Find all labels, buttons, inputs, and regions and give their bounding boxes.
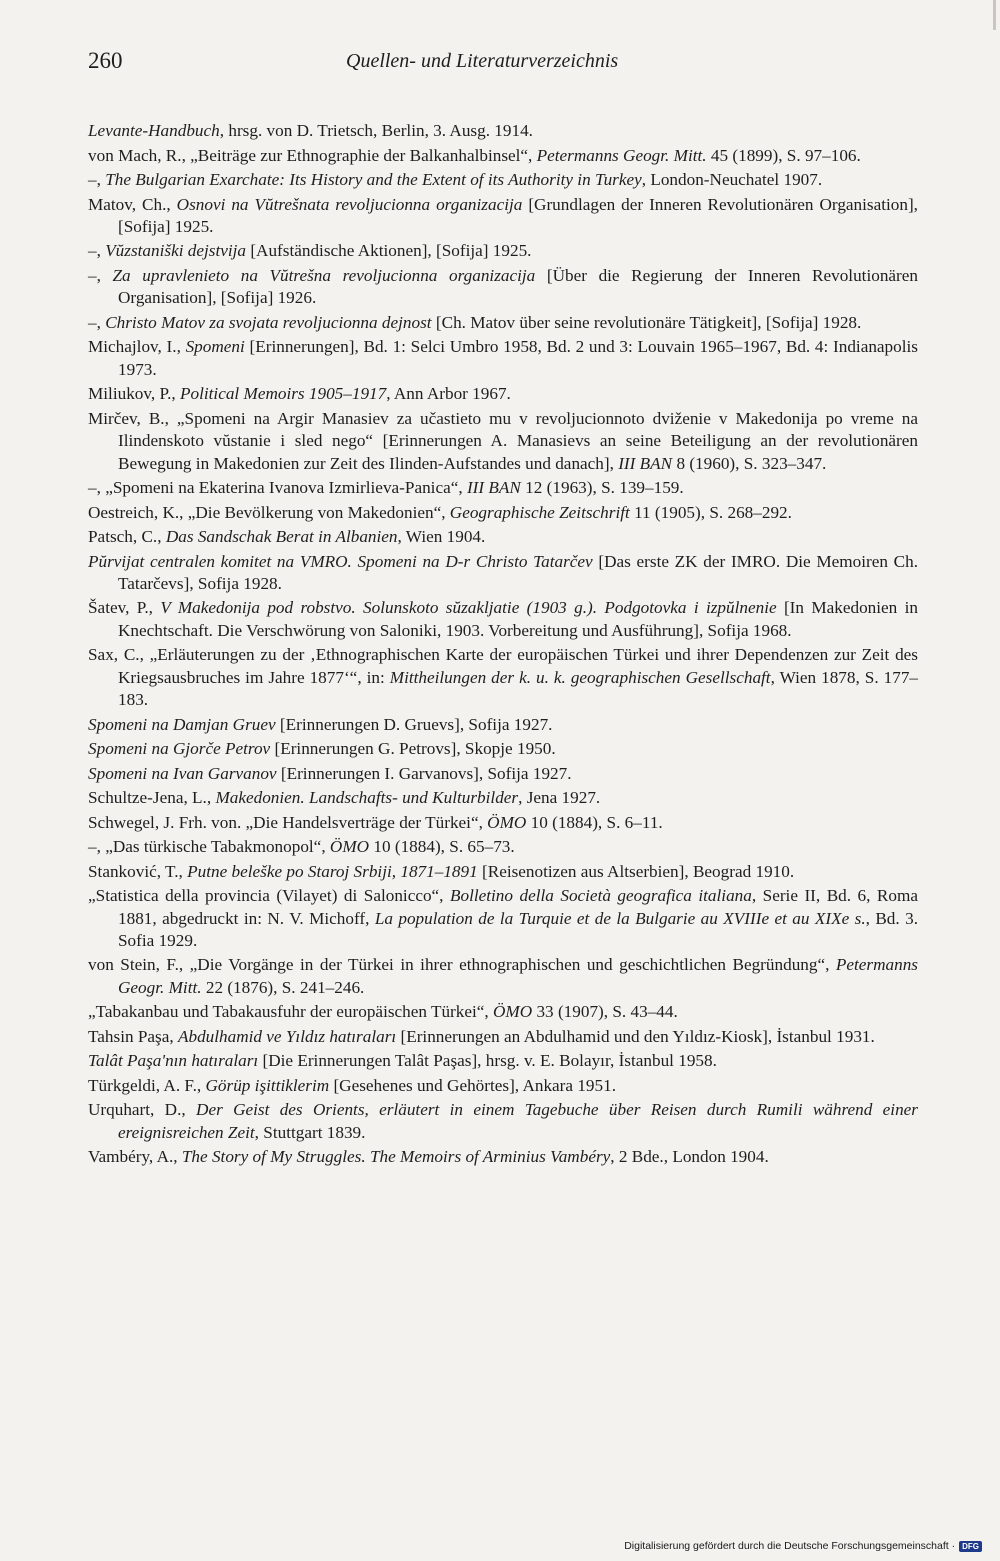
entry-title: ÖMO: [329, 837, 370, 857]
entry-text: 8 (1960), S. 323–347.: [672, 453, 827, 473]
bibliography-entry: [88, 1099, 918, 1144]
entry-text: [Erinnerungen G. Petrovs], Skopje 1950.: [270, 739, 556, 759]
entry-text: –,: [88, 312, 106, 332]
entry-title: La population de la Turquie et de la Bulgarie au XVIIIe et au XIXe s.: [374, 908, 866, 928]
bibliography-entry: [88, 885, 918, 952]
entry-text: von Mach, R., „Beiträge zur Ethnographie der Balkanhalbinsel“,: [88, 145, 537, 165]
entry-title: III BAN: [618, 453, 673, 473]
entry-text: , Jena 1927.: [518, 788, 601, 808]
entry-text: Schultze-Jena, L.,: [88, 788, 216, 808]
entry-text: , 2 Bde., London 1904.: [610, 1147, 769, 1167]
bibliography-entry: [88, 120, 918, 142]
entry-title: Putne beleške po Staroj Srbiji, 1871–1891: [187, 861, 478, 881]
entry-text: [Erinnerungen an Abdulhamid und den Yıldız-Kiosk], İstanbul 1931.: [396, 1026, 875, 1046]
entry-title: Za upravlenieto na Vŭtrešna revoljucionna organizacija: [112, 265, 536, 285]
entry-text: –,: [88, 241, 106, 261]
entry-title: Mittheilungen der k. u. k. geographischen Gesellschaft: [389, 667, 771, 687]
entry-text: Patsch, C.,: [88, 527, 166, 547]
entry-text: , Ann Arbor 1967.: [386, 384, 511, 404]
bibliography-entry: [88, 812, 918, 834]
entry-title: Görüp işittiklerim: [205, 1075, 330, 1095]
entry-text: 33 (1907), S. 43–44.: [532, 1002, 678, 1022]
page-header: [88, 48, 918, 78]
entry-title: V Makedonija pod robstvo. Solunskoto sŭzakljatie (1903 g.). Podgotovka i izpŭlnenie: [160, 598, 777, 618]
entry-text: 10 (1884), S. 6–11.: [526, 812, 663, 832]
entry-text: –,: [88, 170, 106, 189]
page-number: 260: [88, 48, 123, 73]
entry-text: 22 (1876), S. 241–246.: [201, 977, 365, 997]
entry-text: , Serie II, Bd. 6, Roma 1881, abgedruckt in: N. V. Michoff,: [118, 886, 918, 928]
entry-text: , Bd. 3. Sofia 1929.: [118, 908, 918, 950]
bibliography-entry: [88, 738, 918, 760]
entry-text: [Erinnerungen], Bd. 1: Selci Umbro 1958, Bd. 2 und 3: Louvain 1965–1967, Bd. 4: Indianapolis 1973.: [118, 337, 918, 379]
entry-text: Michajlov, I.,: [88, 337, 186, 357]
entry-title: The Story of My Struggles. The Memoirs of Arminius Vambéry: [181, 1147, 611, 1167]
entry-text: Türkgeldi, A. F.,: [88, 1075, 206, 1095]
entry-text: [Reisenotizen aus Altserbien], Beograd 1910.: [477, 861, 795, 881]
entry-text: 11 (1905), S. 268–292.: [629, 502, 792, 522]
entry-title: Spomeni na Ivan Garvanov: [88, 763, 277, 783]
bibliography-entry: [88, 644, 918, 711]
entry-text: [Erinnerungen D. Gruevs], Sofija 1927.: [275, 714, 553, 734]
entry-text: , Wien 1878, S. 177–183.: [118, 667, 919, 710]
bibliography-entry: [88, 336, 918, 381]
entry-text: –, „Das türkische Tabakmonopol“,: [88, 837, 330, 857]
bibliography-entry: [88, 787, 918, 809]
entry-title: III BAN: [466, 478, 521, 498]
entry-text: „Tabakanbau und Tabakausfuhr der europäischen Türkei“,: [88, 1002, 493, 1022]
dfg-logo: DFG: [959, 1541, 982, 1552]
entry-title: Petermanns Geogr. Mitt.: [118, 955, 918, 997]
entry-title: Petermanns Geogr. Mitt.: [536, 145, 707, 165]
entry-title: ÖMO: [487, 812, 527, 832]
entry-text: „Statistica della provincia (Vilayet) di Salonicco“,: [88, 886, 450, 906]
bibliography-entry: [88, 1026, 918, 1048]
entry-title: Christo Matov za svojata revoljucionna dejnost: [105, 312, 432, 332]
entry-text: Oestreich, K., „Die Bevölkerung von Makedonien“,: [88, 502, 450, 522]
entry-title: Vŭzstaniški dejstvija: [105, 241, 247, 261]
bibliography-entry: [88, 1050, 918, 1072]
bibliography-entry: [88, 240, 918, 262]
bibliography-entry: [88, 551, 918, 596]
entry-title: Osnovi na Vŭtrešnata revoljucionna organizacija: [176, 194, 523, 214]
entry-text: Tahsin Paşa,: [88, 1026, 178, 1046]
bibliography-entry: [88, 861, 918, 883]
entry-text: Mirčev, B., „Spomeni na Argir Manasiev za učastieto mu v revoljucionnoto dviženie v Makedonija po vreme na Ilindenskoto vŭstanie i sled nego“ [Erinnerungen A. Manasievs an seine Beteiligung an der revolutionären Bewegung in Makedonien zur Zeit des Ilinden-Aufstandes und danach],: [88, 408, 918, 473]
bibliography-entry: [88, 597, 918, 642]
entry-text: [Die Erinnerungen Talât Paşas], hrsg. v. E. Bolayır, İstanbul 1958.: [258, 1051, 717, 1071]
bibliography-list: [88, 120, 918, 1171]
entry-text: [Grundlagen der Inneren Revolutionären Organisation], [Sofija] 1925.: [118, 194, 918, 236]
entry-text: Sax, C., „Erläuterungen zu der ‚Ethnographischen Karte der europäischen Türkei und ihrer Dependenzen zur Zeit des Kriegsausbruches im Jahre 1877‘“, in:: [88, 645, 918, 687]
entry-title: Der Geist des Orients, erläutert in einem Tagebuche über Reisen durch Rumili während einer ereignisreichen Zeit: [118, 1100, 918, 1142]
entry-text: Vambéry, A.,: [88, 1147, 182, 1167]
bibliography-entry: [88, 145, 918, 167]
bibliography-entry: [88, 194, 918, 239]
entry-title: Spomeni na Damjan Gruev: [88, 714, 276, 734]
bibliography-entry: [88, 169, 918, 191]
bibliography-entry: [88, 502, 918, 524]
entry-text: 45 (1899), S. 97–106.: [706, 145, 861, 165]
entry-text: , Stuttgart 1839.: [254, 1122, 366, 1142]
entry-text: Schwegel, J. Frh. von. „Die Handelsverträge der Türkei“,: [88, 812, 488, 832]
entry-title: Spomeni: [185, 337, 245, 357]
bibliography-entry: [88, 383, 918, 405]
bibliography-entry: [88, 1075, 918, 1097]
entry-text: Stanković, T.,: [88, 861, 188, 881]
entry-title: Spomeni na Gjorče Petrov: [88, 739, 271, 759]
bibliography-entry: [88, 714, 918, 736]
entry-title: Makedonien. Landschafts- und Kulturbilder: [215, 788, 519, 808]
entry-title: The Bulgarian Exarchate: Its History and the Extent of its Authority in Turkey: [105, 170, 642, 189]
entry-text: [Ch. Matov über seine revolutionäre Tätigkeit], [Sofija] 1928.: [431, 312, 862, 332]
entry-title: Political Memoirs 1905–1917: [180, 384, 387, 404]
entry-title: Talât Paşa'nın hatıraları: [88, 1051, 259, 1071]
entry-title: Das Sandschak Berat in Albanien: [165, 527, 398, 547]
bibliography-entry: [88, 408, 918, 475]
entry-text: [Erinnerungen I. Garvanovs], Sofija 1927.: [276, 763, 572, 783]
bibliography-entry: [88, 265, 918, 310]
entry-text: –, „Spomeni na Ekaterina Ivanova Izmirlieva-Panica“,: [88, 478, 467, 498]
entry-text: , Wien 1904.: [397, 527, 486, 547]
entry-text: von Stein, F., „Die Vorgänge in der Türkei in ihrer ethnographischen und geschichtlichen Begründung“,: [88, 955, 836, 975]
entry-text: [In Makedonien in Knechtschaft. Die Verschwörung von Saloniki, 1903. Vorbereitung und Ausführung], Sofija 1968.: [118, 598, 918, 640]
scan-edge: [993, 0, 996, 30]
entry-title: Levante-Handbuch: [88, 121, 220, 140]
bibliography-entry: [88, 763, 918, 785]
entry-text: 10 (1884), S. 65–73.: [369, 837, 515, 857]
bibliography-entry: [88, 312, 918, 334]
entry-text: , London-Neuchatel 1907.: [641, 170, 823, 189]
entry-text: [Aufständische Aktionen], [Sofija] 1925.: [246, 241, 532, 261]
entry-title: ÖMO: [493, 1002, 533, 1022]
entry-title: Bolletino della Società geografica italiana: [449, 886, 752, 906]
bibliography-entry: [88, 1146, 918, 1168]
entry-title: Pŭrvijat centralen komitet na VMRO. Spomeni na D-r Christo Tatarčev: [88, 551, 593, 571]
entry-text: , hrsg. von D. Trietsch, Berlin, 3. Ausg. 1914.: [219, 121, 533, 140]
bibliography-entry: [88, 526, 918, 548]
entry-text: Miliukov, P.,: [88, 384, 181, 404]
footer-text: Digitalisierung gefördert durch die Deutsche Forschungsgemeinschaft ·: [624, 1540, 956, 1552]
entry-title: Abdulhamid ve Yıldız hatıraları: [177, 1026, 397, 1046]
entry-text: [Das erste ZK der IMRO. Die Memoiren Ch. Tatarčevs], Sofija 1928.: [118, 551, 918, 593]
running-title: Quellen- und Literaturverzeichnis: [346, 50, 619, 72]
bibliography-entry: [88, 954, 918, 999]
bibliography-entry: [88, 1001, 918, 1023]
entry-text: 12 (1963), S. 139–159.: [520, 478, 684, 498]
entry-text: Urquhart, D.,: [88, 1100, 197, 1120]
footer: [624, 1540, 982, 1552]
bibliography-entry: [88, 477, 918, 499]
entry-text: [Gesehenes und Gehörtes], Ankara 1951.: [329, 1075, 617, 1095]
entry-text: Šatev, P.,: [88, 598, 161, 618]
entry-text: [Über die Regierung der Inneren Revolutionären Organisation], [Sofija] 1926.: [118, 265, 918, 308]
entry-text: –,: [88, 265, 113, 285]
entry-text: Matov, Ch.,: [88, 194, 177, 214]
bibliography-entry: [88, 836, 918, 858]
entry-title: Geographische Zeitschrift: [449, 502, 630, 522]
